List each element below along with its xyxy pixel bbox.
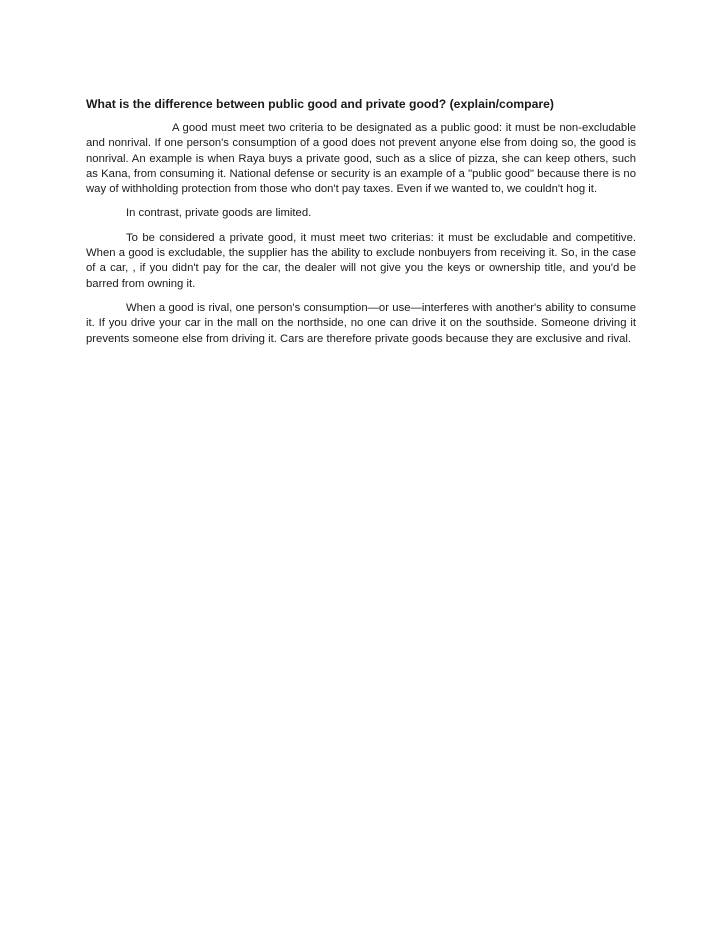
document-page xyxy=(86,96,636,356)
paragraph-public-good: A good must meet two criteria to be designated as a public good: it must be non-excludable and nonrival. If one person's consumption of a good does not prevent anyone else from doing so, the good is nonrival. An example is when Raya buys a private good, such as a slice of pizza, she can keep others, such as Kana, from consuming it. National defense or security is an example of a "public good" because there is no way of withholding protection from those who don't pay taxes. Even if we wanted to, we couldn't hog it. xyxy=(86,122,636,196)
paragraph-private-good: To be considered a private good, it must meet two criterias: it must be excludable and competitive. When a good is excludable, the supplier has the ability to exclude nonbuyers from receiving it. So, in the case of a car, , if you didn't pay for the car, the dealer will not give you the keys or ownership title, and you'd be barred from owning it. xyxy=(86,231,636,290)
question-heading: What is the difference between public good and private good? (explain/compare) xyxy=(86,97,554,111)
paragraph-contrast: In contrast, private goods are limited. xyxy=(126,207,312,220)
paragraph-rival: When a good is rival, one person's consumption—or use—interferes with another's ability to consume it. If you drive your car in the mall on the northside, no one can drive it on the southside. Someone driving it prevents someone else from driving it. Cars are therefore private goods because they are exclusive and rival. xyxy=(86,301,636,345)
